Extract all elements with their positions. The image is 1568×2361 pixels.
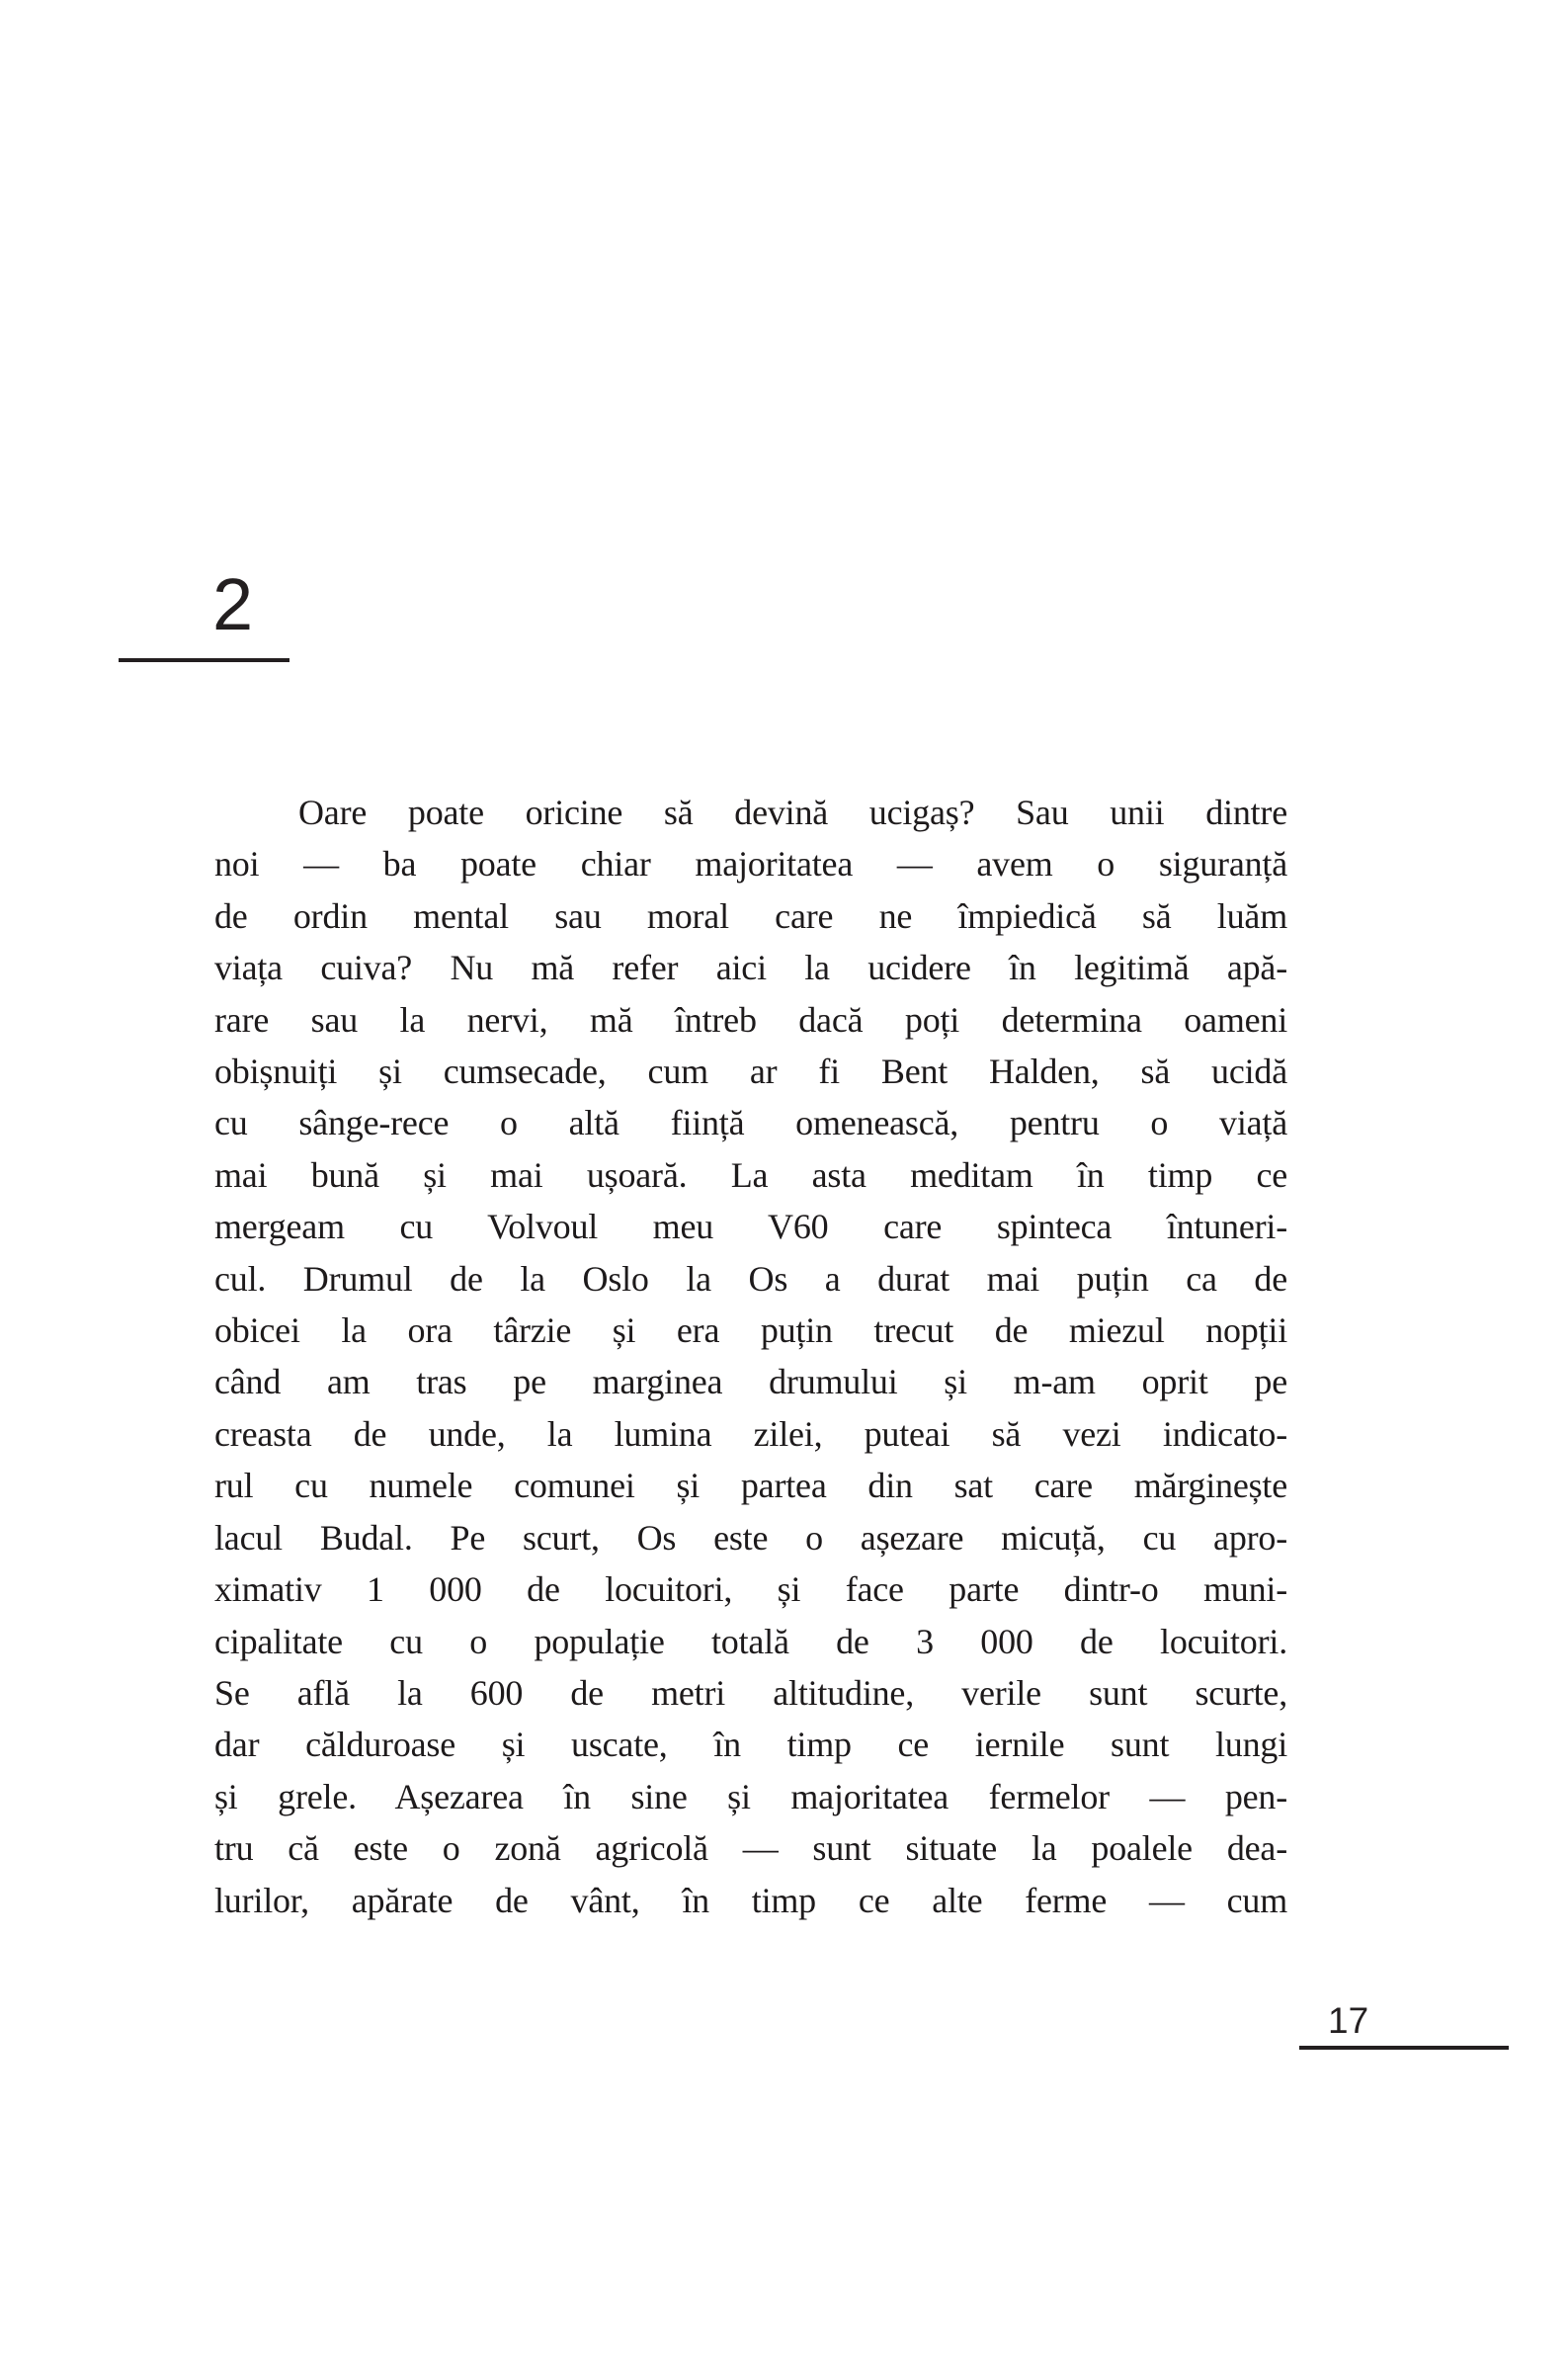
page-number-rule bbox=[1299, 2046, 1509, 2050]
paragraph-line: și grele. Așezarea în sine și majoritatea fermelor — pen- bbox=[214, 1776, 1287, 1816]
paragraph-line: tru că este o zonă agricolă — sunt situate la poalele dea- bbox=[214, 1828, 1287, 1869]
paragraph-line: obicei la ora târzie și era puțin trecut de miezul nopții bbox=[214, 1310, 1287, 1351]
paragraph-line: noi — ba poate chiar majoritatea — avem o siguranță bbox=[214, 844, 1287, 885]
chapter-number: 2 bbox=[212, 563, 254, 645]
paragraph-line: rul cu numele comunei și partea din sat care mărginește bbox=[214, 1466, 1287, 1506]
paragraph-line: rare sau la nervi, mă întreb dacă poți determina oameni bbox=[214, 999, 1287, 1040]
paragraph-line: de ordin mental sau moral care ne împiedică să luăm bbox=[214, 895, 1287, 936]
paragraph-line: lacul Budal. Pe scurt, Os este o așezare micuță, cu apro- bbox=[214, 1517, 1287, 1558]
paragraph-line: creasta de unde, la lumina zilei, puteai să vezi indicato- bbox=[214, 1413, 1287, 1454]
paragraph-line: obișnuiți și cumsecade, cum ar fi Bent Halden, să ucidă bbox=[214, 1052, 1287, 1092]
paragraph-line: mai bună și mai ușoară. La asta meditam în timp ce bbox=[214, 1154, 1287, 1195]
paragraph-line: cipalitate cu o populație totală de 3 000 de locuitori. bbox=[214, 1621, 1287, 1661]
paragraph-line: când am tras pe marginea drumului și m-am oprit pe bbox=[214, 1362, 1287, 1402]
paragraph-line: cul. Drumul de la Oslo la Os a durat mai puțin ca de bbox=[214, 1258, 1287, 1299]
paragraph bbox=[214, 787, 1287, 1926]
chapter-rule bbox=[119, 658, 289, 662]
page-number: 17 bbox=[1328, 2000, 1369, 2041]
paragraph-line: Oare poate oricine să devină ucigaș? Sau unii dintre bbox=[298, 793, 1287, 832]
paragraph-line: viața cuiva? Nu mă refer aici la ucidere în legitimă apă- bbox=[214, 948, 1287, 988]
paragraph-line: ximativ 1 000 de locuitori, și face parte dintr-o muni- bbox=[214, 1569, 1287, 1610]
paragraph-line: Se află la 600 de metri altitudine, verile sunt scurte, bbox=[214, 1672, 1287, 1713]
paragraph-line: mergeam cu Volvoul meu V60 care spinteca întuneri- bbox=[214, 1207, 1287, 1247]
paragraph-line: cu sânge-rece o altă ființă omenească, pentru o viață bbox=[214, 1103, 1287, 1143]
paragraph-line: lurilor, apărate de vânt, în timp ce alte ferme — cum bbox=[214, 1880, 1287, 1920]
paragraph-line: dar călduroase și uscate, în timp ce iernile sunt lungi bbox=[214, 1725, 1287, 1765]
